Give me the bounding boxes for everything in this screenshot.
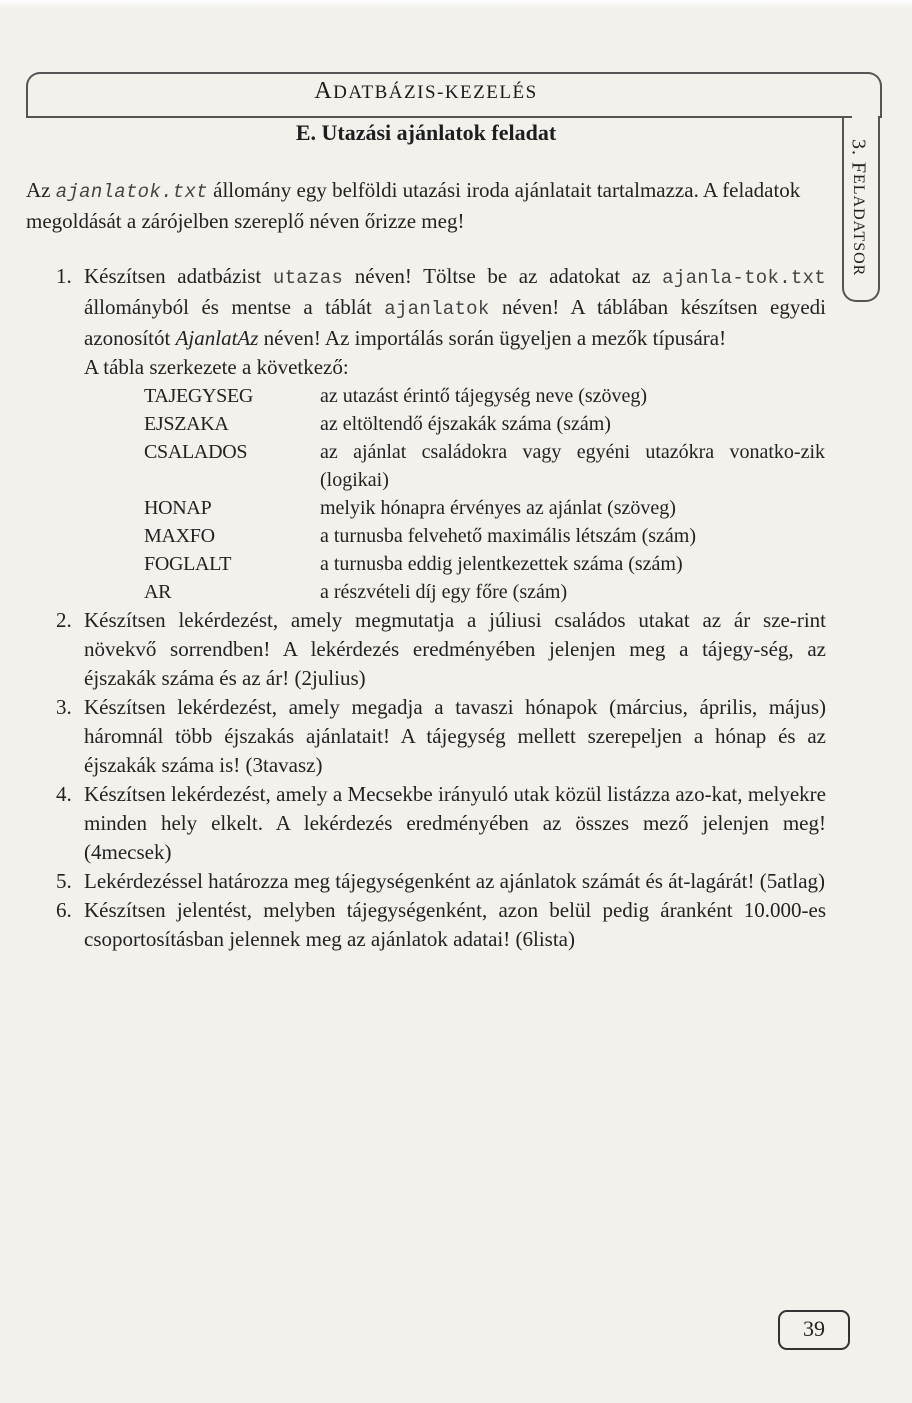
field-name: MAXFO: [144, 525, 215, 547]
field-row: [144, 410, 825, 438]
task-item-1: [26, 262, 826, 606]
page-number: 39: [778, 1310, 850, 1350]
source-filename: ajanla-tok.txt: [662, 267, 826, 289]
field-row: [144, 494, 825, 522]
task-item-6: [26, 896, 826, 954]
task-number: 5.: [56, 869, 72, 893]
task-text: Készítsen lekérdezést, amely a Mecsekbe irányuló utak közül listázza azo-kat, melyekre minden hely elkelt. A lekérdezés eredményében az összes mező jelenjen meg! (4mecsek): [84, 782, 826, 864]
field-description: az ajánlat családokra vagy egyéni utazókra vonatko-zik (logikai): [320, 441, 825, 491]
task-text: Lekérdezéssel határozza meg tájegységenként az ajánlatok számát és át-lagárát! (5atlag): [84, 869, 826, 893]
task-number: 4.: [56, 782, 72, 806]
intro-text-2: állomány egy belföldi utazási iroda ajánlatait tartalmazza. A feladatok megoldását a zárójelben szereplő néven őrizze meg!: [26, 178, 801, 233]
field-description: a részvételi díj egy főre (szám): [320, 581, 568, 603]
task-item-4: [26, 780, 826, 867]
section-title-rest: DATBÁZIS-KEZELÉS: [333, 82, 538, 103]
task-number: 3.: [56, 695, 72, 719]
field-row: [144, 550, 825, 578]
field-row: [144, 522, 825, 550]
field-row: [144, 382, 825, 410]
table-name: ajanlatok: [384, 298, 490, 320]
intro-paragraph: [26, 176, 836, 236]
field-name: CSALADOS: [144, 441, 248, 463]
task-number: 2.: [56, 608, 72, 632]
task-title: E. Utazási ajánlatok feladat: [295, 120, 557, 145]
task-item-3: [26, 693, 826, 780]
field-description: melyik hónapra érvényes az ajánlat (szöveg): [320, 497, 676, 519]
intro-text-1: Az: [26, 178, 56, 202]
field-row: [144, 438, 825, 494]
task-text: Készítsen lekérdezést, amely megmutatja a júliusi családos utakat az ár sze-rint növekvő sorrendben! A lekérdezés eredményében jelenjen meg a tájegy-ség, az éjszakák száma és az ár! (2julius): [84, 608, 826, 690]
task-item-5: [26, 867, 826, 896]
id-field-name: AjanlatAz: [175, 326, 259, 350]
task-number: 6.: [56, 898, 72, 922]
field-description: a turnusba felvehető maximális létszám (szám): [320, 525, 696, 547]
intro-filename: ajanlatok.txt: [55, 181, 208, 203]
task-text: Készítsen lekérdezést, amely megadja a tavaszi hónapok (március, április, május) háromnál több éjszakás ajánlatait! A tájegység mellett szerepeljen a hónap és az éjszakák száma is! (3tavasz): [84, 695, 826, 777]
chapter-side-label-start: 3. F: [847, 139, 870, 175]
task-item-2: [26, 606, 826, 693]
section-title-initial: A: [314, 78, 334, 104]
field-row: [144, 578, 825, 606]
task-1-text-c: állományból és mentse a táblát: [84, 295, 385, 319]
field-name: AR: [144, 581, 172, 603]
task-1-text-d: néven! A táblában készítsen egyedi azonosítót: [84, 295, 826, 350]
field-description: a turnusba eddig jelentkezettek száma (szám): [320, 553, 683, 575]
task-1-text-b: néven! Töltse be az adatokat az: [343, 264, 663, 288]
task-1-text-a: Készítsen adatbázist: [84, 264, 273, 288]
task-number: 1.: [56, 264, 72, 288]
task-list: [26, 262, 826, 954]
field-name: TAJEGYSEG: [144, 385, 254, 407]
field-description: az utazást érintő tájegység neve (szöveg): [320, 385, 648, 407]
fields-intro: A tábla szerkezete a következő:: [84, 355, 349, 379]
section-header-underline: [26, 116, 852, 118]
field-name: HONAP: [144, 497, 212, 519]
field-table: [144, 382, 825, 606]
field-name: EJSZAKA: [144, 413, 229, 435]
task-text: Készítsen jelentést, melyben tájegységenként, azon belül pedig áranként 10.000-es csoportosításban jelennek meg az ajánlatok adatai! (6lista): [84, 898, 826, 951]
database-name: utazas: [272, 267, 344, 289]
section-title: [0, 78, 852, 105]
field-description: az eltöltendő éjszakák száma (szám): [320, 413, 611, 435]
page-top-edge: [0, 0, 912, 8]
field-name: FOGLALT: [144, 553, 232, 575]
task-1-text-e: néven! Az importálás során ügyeljen a mezők típusára!: [258, 326, 727, 350]
chapter-side-label-rest: ELADATSOR: [850, 174, 867, 277]
